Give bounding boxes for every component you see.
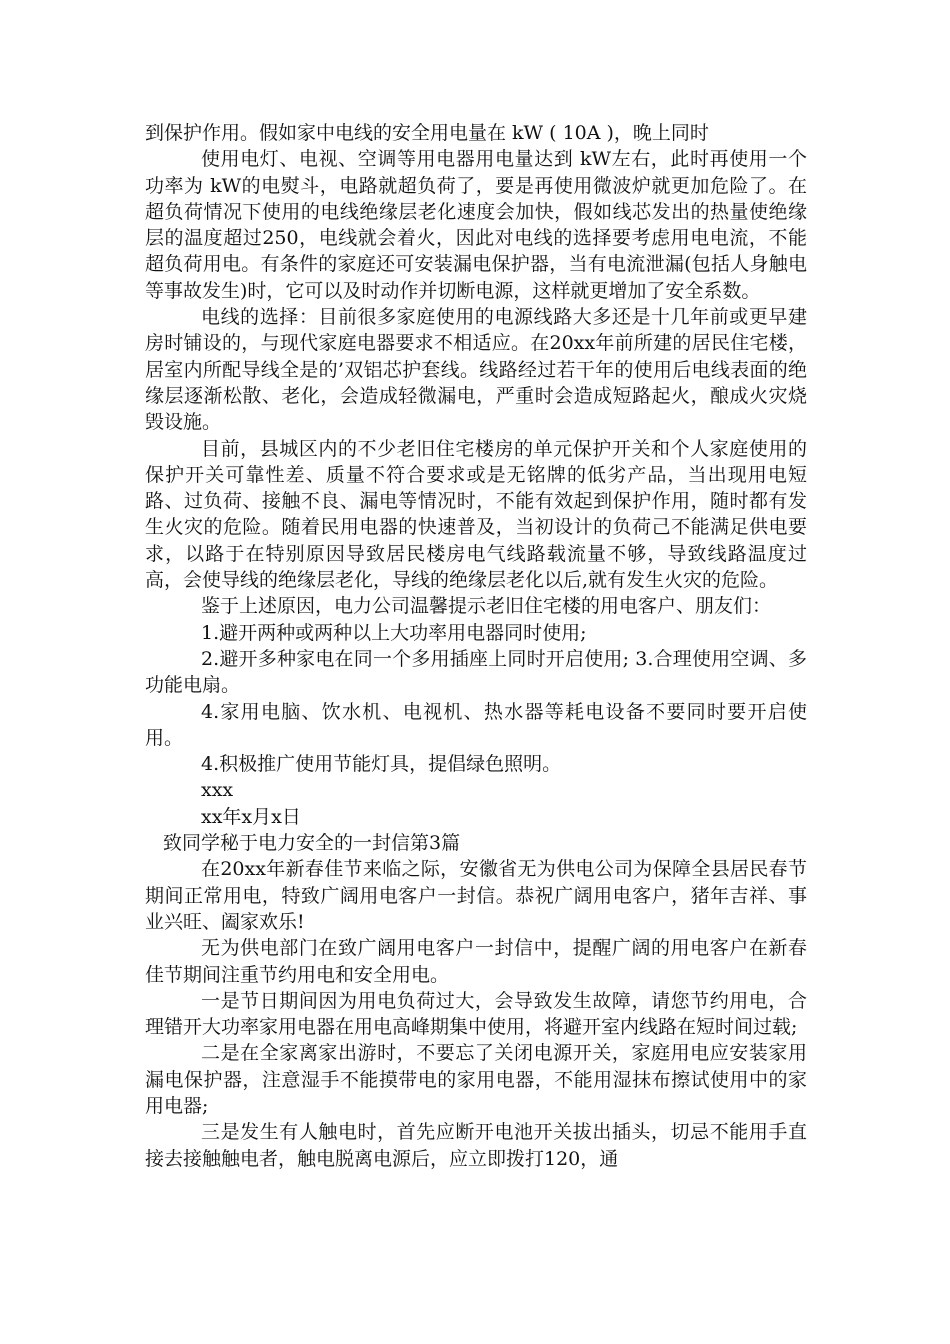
paragraph-3: 电线的选择：目前很多家庭使用的电源线路大多还是十几年前或更早建房时铺设的，与现代家庭电器要求不相适应。在20xx年前所建的居民住宅楼，居室内所配导线全是的’双铝芯护套线。线路经过若干年的使用后电线表面的绝缘层逐渐松散、老化，会造成轻微漏电，严重时会造成短路起火，酿成火灾烧毁设施。 [145,306,807,434]
signature-name: xxx [201,779,234,802]
paragraph-9: 二是在全家离家出游时，不要忘了关闭电源开关，家庭用电应安装家用漏电保护器，注意湿手不能摸带电的家用电器，不能用湿抹布擦试使用中的家用电器; [145,1042,807,1117]
list-item-4: 4.积极推广使用节能灯具，提倡绿色照明。 [201,753,562,776]
paragraph-5: 鉴于上述原因，电力公司温馨提示老旧住宅楼的用电客户、朋友们： [201,595,772,618]
paragraph-2: 使用电灯、电视、空调等用电器用电量达到 kW左右，此时再使用一个功率为 kW的电熨斗，电路就超负荷了，要是再使用微波炉就更加危险了。在超负荷情况下使用的电线绝缘层老化速度会加快，假如线芯发出的热量使绝缘层的温度超过250，电线就会着火，因此对电线的选择要考虑用电电流，不能超负荷用电。有条件的家庭还可安装漏电保护器，当有电流泄漏(包括人身触电等事故发生)时，它可以及时动作并切断电源，这样就更增加了安全系数。 [145,148,807,302]
paragraph-4: 目前，县城区内的不少老旧住宅楼房的单元保护开关和个人家庭使用的保护开关可靠性差、质量不符合要求或是无铭牌的低劣产品，当出现用电短路、过负荷、接触不良、漏电等情况时，不能有效起到保护作用，随时都有发生火灾的危险。随着民用电器的快速普及，当初设计的负荷己不能满足供电要求，以路于在特别原因导致居民楼房电气线路载流量不够，导致线路温度过高，会使导线的绝缘层老化，导线的绝缘层老化以后,就有发生火灾的危险。 [145,437,807,592]
section-title: 致同学秘于电力安全的一封信第3篇 [163,832,461,855]
paragraph-6: 在20xx年新春佳节来临之际，安徽省无为供电公司为保障全县居民春节期间正常用电，特致广阔用电客户一封信。恭祝广阔用电客户，猪年吉祥、事业兴旺、阖家欢乐! [145,858,807,933]
document-page [145,120,807,1172]
list-item-1: 1.避开两种或两种以上大功率用电器同时使用; [201,621,587,644]
list-item-2: 2.避开多种家电在同一个多用插座上同时开启使用; 3.合理使用空调、多功能电扇。 [145,647,807,697]
paragraph-8: 一是节日期间因为用电负荷过大，会导致发生故障，请您节约用电，合理错开大功率家用电器在用电高峰期集中使用，将避开室内线路在短时间过载; [145,989,807,1039]
signature-date: xx年x月x日 [201,805,301,828]
list-item-3: 4.家用电脑、饮水机、电视机、热水器等耗电设备不要同时要开启使用。 [145,700,807,749]
paragraph-1: 到保护作用。假如家中电线的安全用电量在 kW ( 10A )，晚上同时 [145,122,709,144]
paragraph-7: 无为供电部门在致广阔用电客户一封信中，提醒广阔的用电客户在新春佳节期间注重节约用电和安全用电。 [145,937,807,986]
paragraph-10: 三是发生有人触电时，首先应断开电池开关拔出插头，切忌不能用手直接去接触触电者，触电脱离电源后，应立即拨打120，通 [145,1121,807,1170]
